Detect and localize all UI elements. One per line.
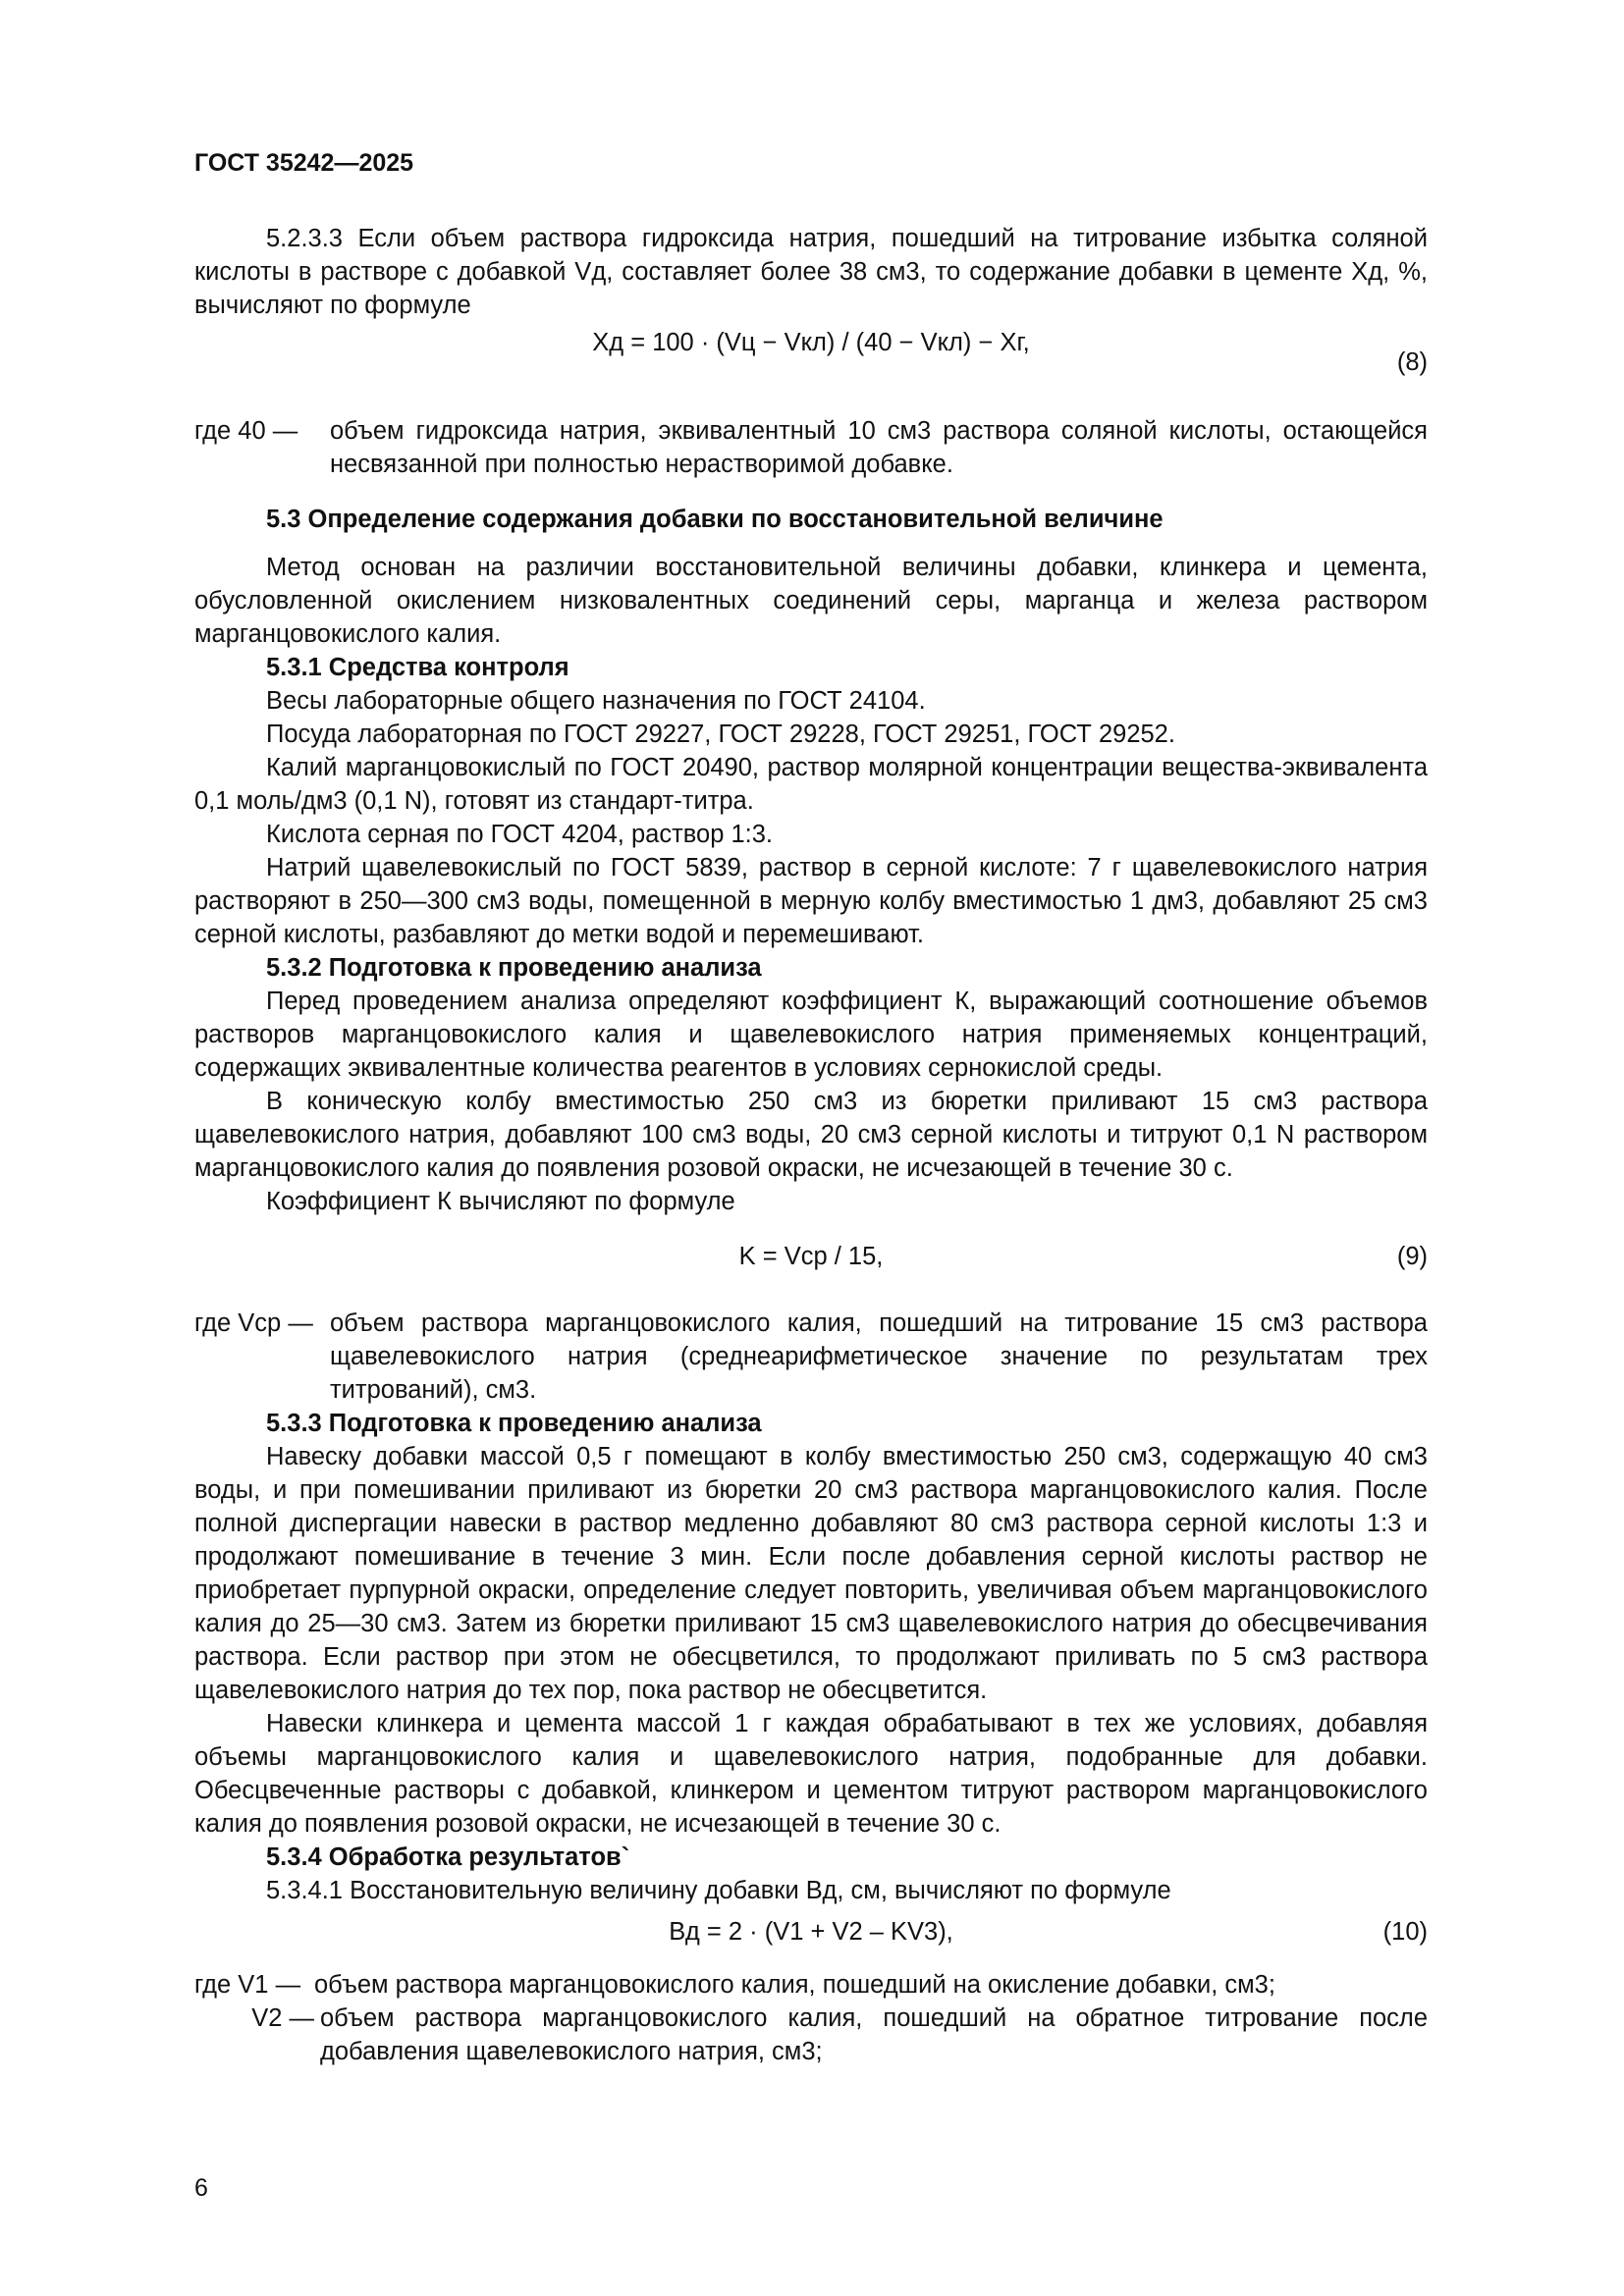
section-heading-5-3-4: 5.3.4 Обработка результатов` (266, 1843, 630, 1871)
formula-10-number: (10) (1382, 1918, 1428, 1946)
where-clause-10-v1 (194, 1968, 1428, 2002)
paragraph-5-3-1-b: Посуда лабораторная по ГОСТ 29227, ГОСТ 29228, ГОСТ 29251, ГОСТ 29252. (266, 721, 1175, 748)
where-clause-8 (194, 414, 1428, 481)
formula-8 (194, 324, 1428, 402)
where-term: где V1 — (194, 1971, 301, 1999)
where-description: объем раствора марганцовокислого калия, пошедший на титрование 15 см3 раствора щавелевокислого натрия (среднеарифметическое значение по результатам трех титрований), см3. (330, 1309, 1428, 1404)
where-description: объем гидроксида натрия, эквивалентный 10 см3 раствора соляной кислоты, остающейся несвязанной при полностью нерастворимой добавке. (330, 417, 1428, 478)
paragraph-5-3-4-1: 5.3.4.1 Восстановительную величину добавки Вд, см, вычисляют по формуле (266, 1877, 1171, 1904)
formula-8-expression: Хд = 100 · (Vц − Vкл) / (40 − Vкл) − Хг, (592, 329, 1030, 356)
paragraph-5-3-2-b: В коническую колбу вместимостью 250 см3 из бюретки приливают 15 см3 раствора щавелевокислого натрия, добавляют 100 см3 воды, 20 см3 серной кислоты и титруют 0,1 N раствором марганцовокислого калия до появления розовой окраски, не исчезающей в течение 30 с. (194, 1088, 1428, 1182)
paragraph-5-3-1-c: Калий марганцовокислый по ГОСТ 20490, раствор молярной концентрации вещества-эквивалента 0,1 моль/дм3 (0,1 N), готовят из стандарт-титра. (194, 754, 1428, 815)
formula-10-expression: Вд = 2 · (V1 + V2 – KV3), (669, 1918, 953, 1946)
paragraph-5-3-3-b: Навески клинкера и цемента массой 1 г каждая обрабатывают в тех же условиях, добавляя объемы марганцовокислого калия и щавелевокислого натрия, подобранные для добавки. Обесцвеченные растворы с добавкой, клинкером и цементом титруют раствором марганцовокислого калия до появления розовой окраски, не исчезающей в течение 30 с. (194, 1710, 1428, 1838)
where-term: V2 — (251, 2004, 314, 2032)
formula-8-number: (8) (1396, 348, 1428, 376)
document-header: ГОСТ 35242—2025 (194, 149, 414, 177)
where-clause-10-v2 (194, 2002, 1428, 2068)
where-term: где Vср — (194, 1309, 313, 1337)
section-heading-5-3-3: 5.3.3 Подготовка к проведению анализа (266, 1410, 762, 1437)
document-body (194, 222, 1428, 2068)
paragraph-5-3-1-d: Кислота серная по ГОСТ 4204, раствор 1:3. (266, 821, 774, 848)
paragraph-5-3-2-c: Коэффициент К вычисляют по формуле (266, 1188, 735, 1215)
formula-10 (194, 1909, 1428, 1956)
formula-9-number: (9) (1396, 1243, 1428, 1270)
paragraph-5-3-intro: Метод основан на различии восстановительной величины добавки, клинкера и цемента, обусловленной окислением низковалентных соединений серы, марганца и железа раствором марганцовокислого калия. (194, 554, 1428, 648)
formula-9-expression: K = Vср / 15, (738, 1243, 884, 1270)
page-number: 6 (194, 2174, 208, 2202)
formula-9 (194, 1220, 1428, 1295)
paragraph-5-2-3-3: 5.2.3.3 Если объем раствора гидроксида натрия, пошедший на титрование избытка соляной кислоты в растворе с добавкой Vд, составляет более 38 см3, то содержание добавки в цементе Хд, %, вычисляют по формуле (194, 225, 1428, 319)
where-description: объем раствора марганцовокислого калия, пошедший на окисление добавки, см3; (314, 1971, 1275, 1999)
paragraph-5-3-1-a: Весы лабораторные общего назначения по ГОСТ 24104. (266, 687, 926, 715)
where-description: объем раствора марганцовокислого калия, пошедший на обратное титрование после добавления щавелевокислого натрия, см3; (320, 2004, 1428, 2065)
section-heading-5-3-2: 5.3.2 Подготовка к проведению анализа (266, 954, 762, 982)
paragraph-5-3-3-a: Навеску добавки массой 0,5 г помещают в колбу вместимостью 250 см3, содержащую 40 см3 воды, и при помешивании приливают из бюретки 20 см3 раствора марганцовокислого калия. После полной диспергации навески в раствор медленно добавляют 80 см3 раствора серной кислоты 1:3 и продолжают помешивание в течение 3 мин. Если после добавления серной кислоты раствор не приобретает пурпурной окраски, определение следует повторить, увеличивая объем марганцовокислого калия до 25—30 см3. Затем из бюретки приливают 15 см3 щавелевокислого натрия до обесцвечивания раствора. Если раствор при этом не обесцветился, то продолжают приливать по 5 см3 раствора щавелевокислого натрия до тех пор, пока раствор не обесцветится. (194, 1443, 1428, 1704)
paragraph-5-3-1-e: Натрий щавелевокислый по ГОСТ 5839, раствор в серной кислоте: 7 г щавелевокислого натрия растворяют в 250—300 см3 воды, помещенной в мерную колбу вместимостью 1 дм3, добавляют 25 см3 серной кислоты, разбавляют до метки водой и перемешивают. (194, 854, 1428, 948)
paragraph-5-3-2-a: Перед проведением анализа определяют коэффициент К, выражающий соотношение объемов растворов марганцовокислого калия и щавелевокислого натрия применяемых концентраций, содержащих эквивалентные количества реагентов в условиях сернокислой среды. (194, 988, 1428, 1082)
section-heading-5-3-1: 5.3.1 Средства контроля (266, 654, 569, 681)
where-term: где 40 — (194, 417, 298, 445)
where-clause-9 (194, 1307, 1428, 1407)
section-heading-5-3: 5.3 Определение содержания добавки по восстановительной величине (266, 506, 1164, 533)
